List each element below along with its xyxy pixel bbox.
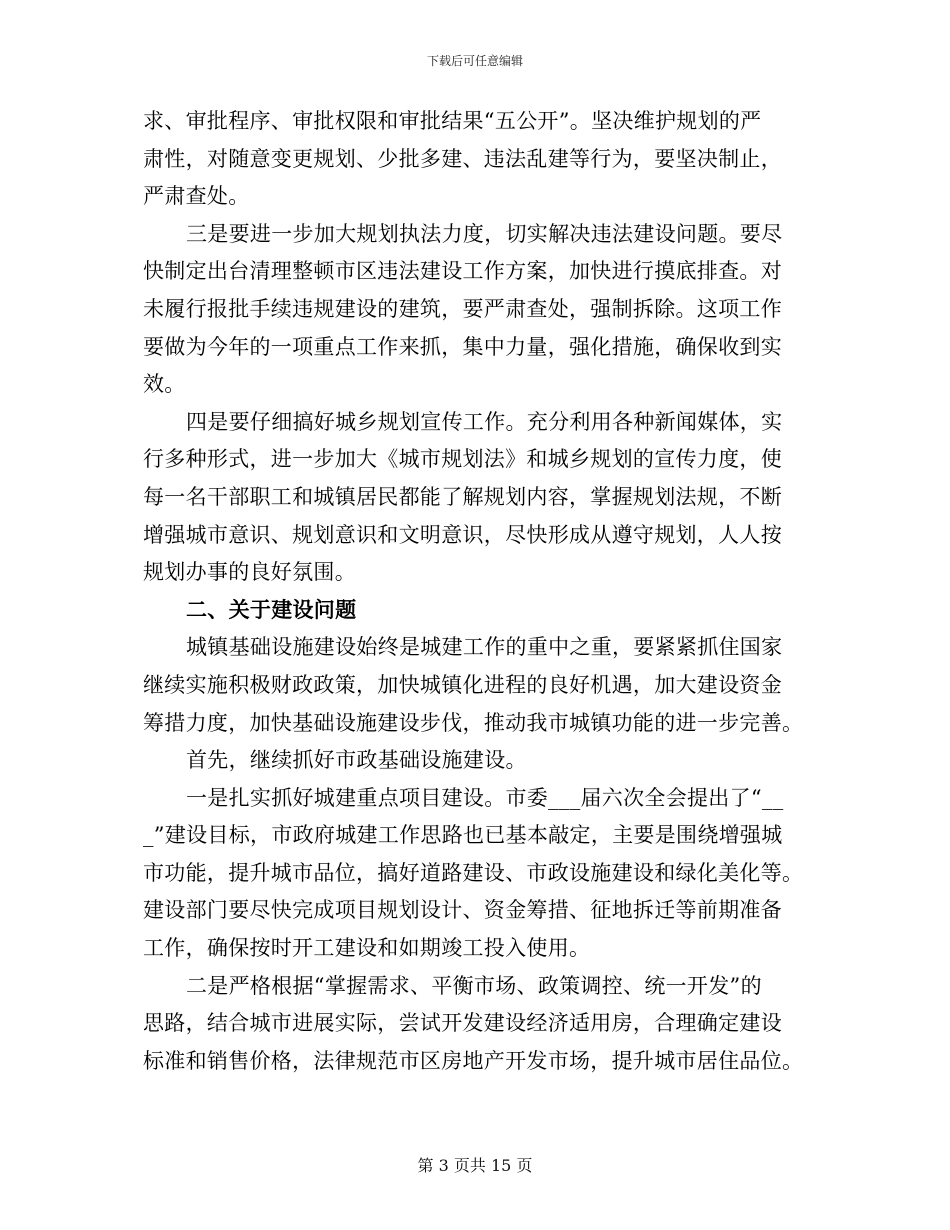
paragraph — [143, 103, 808, 216]
text-line: 建设部门要尽快完成项目规划设计、资金筹措、征地拆迁等前期准备 — [143, 898, 782, 923]
text-line: 规划办事的良好氛围。 — [143, 560, 356, 585]
heading-line: 二、关于建设问题 — [186, 597, 357, 622]
text-line: 首先，继续抓好市政基础设施建设。 — [186, 748, 527, 773]
text-line: 严肃查处。 — [143, 184, 250, 209]
page-footer: 第 3 页共 15 页 — [417, 1156, 533, 1175]
section-heading — [143, 592, 808, 630]
text-line: 继续实施积极财政政策，加快城镇化进程的良好机遇，加大建设资金 — [143, 672, 782, 697]
paragraph — [143, 742, 808, 780]
text-line: 要做为今年的一项重点工作来抓，集中力量，强化措施，确保收到实 — [143, 334, 782, 359]
text-line: 每一名干部职工和城镇居民都能了解规划内容，掌握规划法规，不断 — [143, 484, 782, 509]
paragraph — [143, 216, 808, 404]
paragraph — [143, 780, 808, 968]
document-body — [143, 103, 808, 1080]
text-line: 行多种形式，进一步加大《城市规划法》和城乡规划的宣传力度，使 — [143, 447, 782, 472]
text-line: 未履行报批手续违规建设的建筑，要严肃查处，强制拆除。这项工作 — [143, 296, 782, 321]
text-line: 增强城市意识、规划意识和文明意识，尽快形成从遵守规划，人人按 — [143, 522, 782, 547]
text-line: 筹措力度，加快基础设施建设步伐，推动我市城镇功能的进一步完善。 — [143, 710, 804, 735]
text-line: 求、审批程序、审批权限和审批结果“五公开”。坚决维护规划的严 — [143, 109, 762, 133]
paragraph — [143, 404, 808, 592]
text-line: 快制定出台清理整顿市区违法建设工作方案，加快进行摸底排查。对 — [143, 259, 782, 284]
text-line: 三是要进一步加大规划执法力度，切实解决违法建设问题。要尽 — [186, 221, 783, 246]
paragraph — [143, 629, 808, 742]
text-line: 二是严格根据“掌握需求、平衡市场、政策调控、统一开发”的 — [186, 973, 762, 998]
text-line: 肃性，对随意变更规划、少批多建、违法乱建等行为，要坚决制止， — [143, 146, 782, 171]
text-line: 标准和销售价格，法律规范市区房地产开发市场，提升城市居住品位。 — [143, 1048, 804, 1073]
text-line: 思路，结合城市进展实际，尝试开发建设经济适用房，合理确定建设 — [143, 1011, 782, 1036]
text-line: 城镇基础设施建设始终是城建工作的重中之重，要紧紧抓住国家 — [186, 635, 783, 660]
page-header: 下载后可任意编辑 — [426, 54, 523, 68]
text-line: 工作，确保按时开工建设和如期竣工投入使用。 — [143, 936, 591, 961]
text-line: 四是要仔细搞好城乡规划宣传工作。充分利用各种新闻媒体，实 — [186, 409, 783, 434]
text-line: _”建设目标，市政府城建工作思路也已基本敲定，主要是围绕增强城 — [143, 823, 783, 848]
text-line: 一是扎实抓好城建重点项目建设。市委___届六次全会提出了“__ — [186, 785, 784, 810]
text-line: 市功能，提升城市品位，搞好道路建设、市政设施建设和绿化美化等。 — [143, 860, 804, 885]
text-line: 效。 — [143, 372, 186, 397]
paragraph — [143, 968, 808, 1081]
